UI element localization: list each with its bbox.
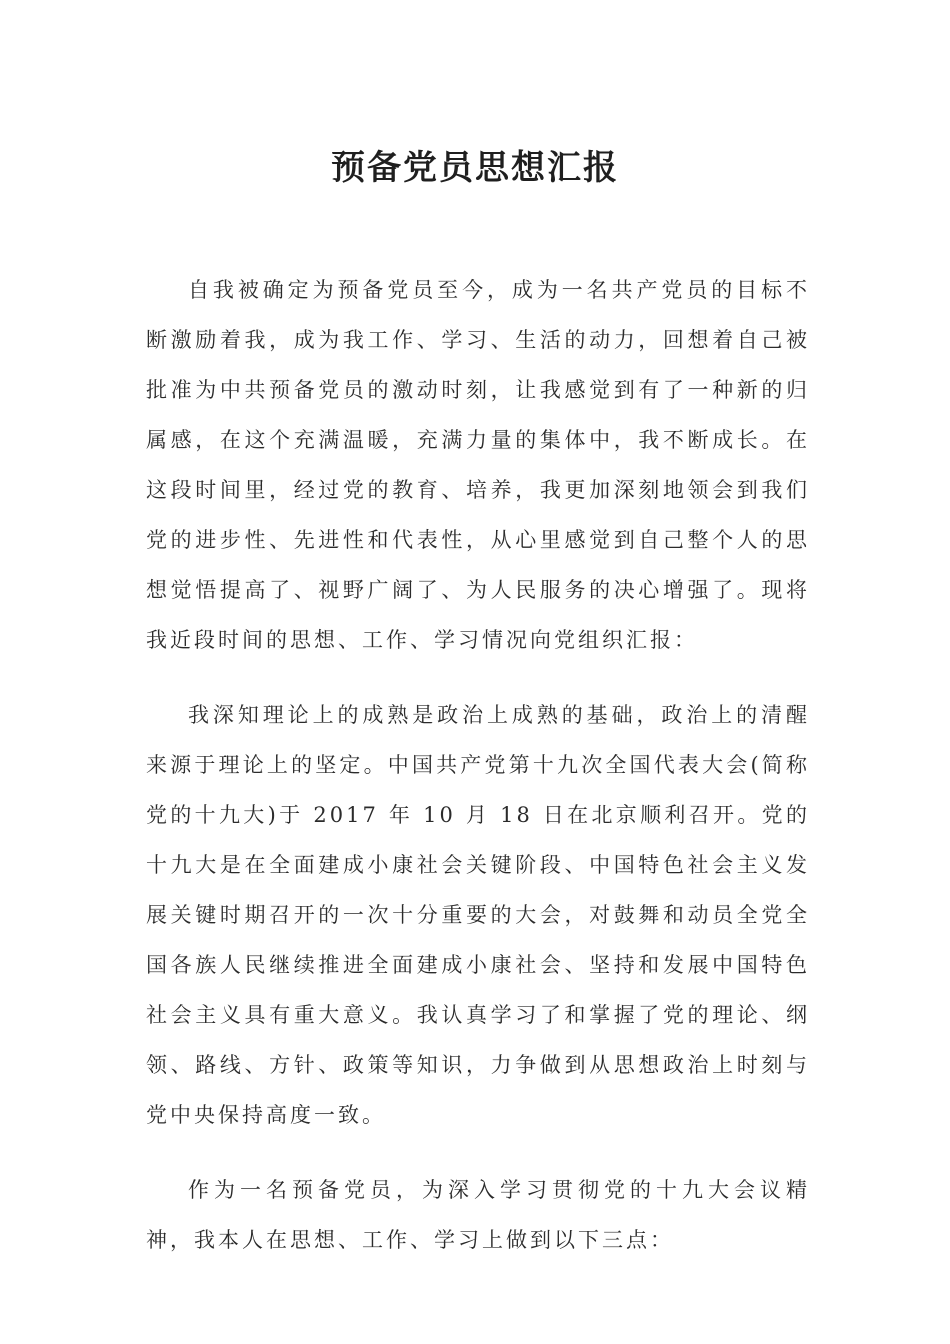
paragraph-1: 自我被确定为预备党员至今，成为一名共产党员的目标不断激励着我，成为我工作、学习、生活的动力，回想着自己被批准为中共预备党员的激动时刻，让我感觉到有了一种新的归属感，在这个充满温暖，充满力量的集体中，我不断成长。在这段时间里，经过党的教育、培养，我更加深刻地领会到我们党的进步性、先进性和代表性，从心里感觉到自己整个人的思想觉悟提高了、视野广阔了、为人民服务的决心增强了。现将我近段时间的思想、工作、学习情况向党组织汇报：: [146, 278, 810, 652]
document-body: [146, 265, 810, 1290]
paragraph-3: 作为一名预备党员，为深入学习贯彻党的十九大会议精神，我本人在思想、工作、学习上做到以下三点：: [146, 1178, 810, 1252]
document-title: 预备党员思想汇报: [331, 148, 619, 188]
paragraph-2: 我深知理论上的成熟是政治上成熟的基础，政治上的清醒来源于理论上的坚定。中国共产党第十九次全国代表大会(简称党的十九大)于 2017 年 10 月 18 日在北京顺利召开。党的十九大是在全面建成小康社会关键阶段、中国特色社会主义发展关键时期召开的一次十分重要的大会，对鼓舞和动员全党全国各族人民继续推进全面建成小康社会、坚持和发展中国特色社会主义具有重大意义。我认真学习了和掌握了党的理论、纲领、路线、方针、政策等知识，力争做到从思想政治上时刻与党中央保持高度一致。: [146, 703, 810, 1127]
